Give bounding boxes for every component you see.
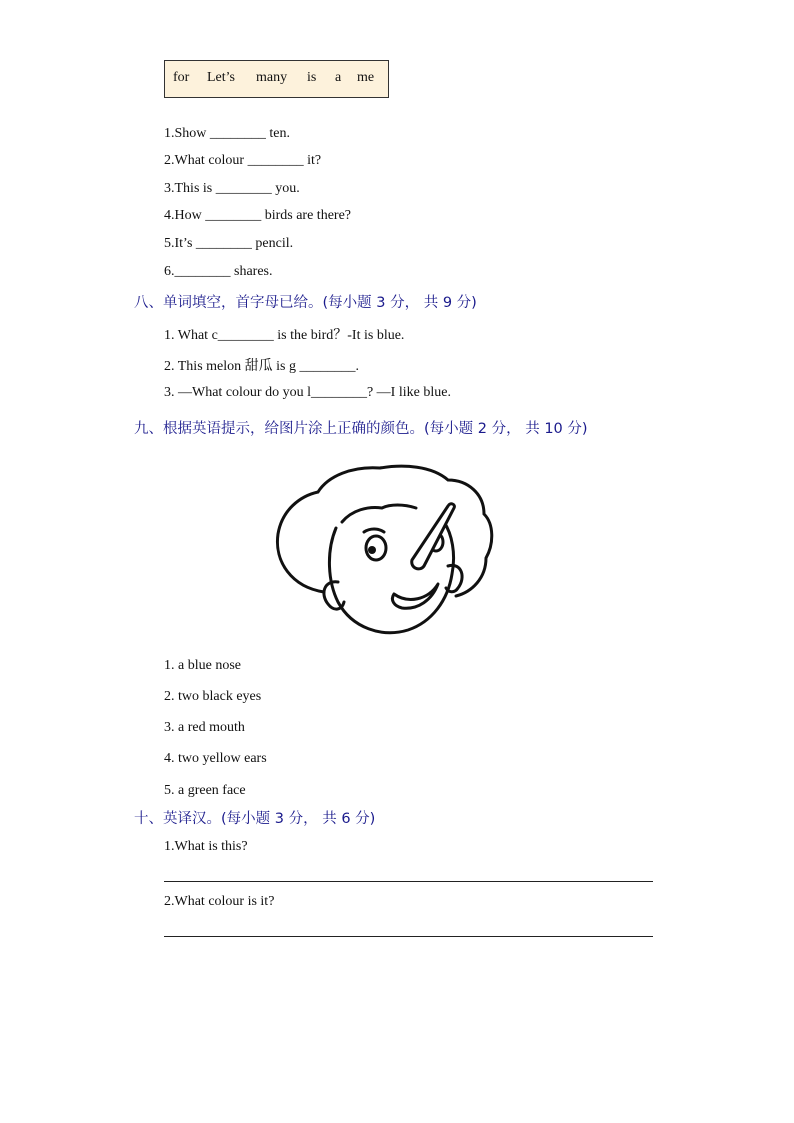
fill-blank-question: 1.Show ________ ten. <box>164 126 290 141</box>
color-instruction-item: 2. two black eyes <box>164 689 262 704</box>
section-10-heading: 十、英译汉。(每小题 3 分， 共 6 分) <box>134 811 376 827</box>
section-9-heading: 九、根据英语提示，给图片涂上正确的颜色。(每小题 2 分， 共 10 分) <box>134 421 588 437</box>
fill-blank-question: 6.________ shares. <box>164 264 273 279</box>
word-bank-item: a <box>335 70 342 85</box>
answer-line <box>164 936 653 937</box>
color-instruction-item: 1. a blue nose <box>164 658 241 673</box>
answer-line <box>164 881 653 882</box>
first-letter-question: 3. —What colour do you l________? —I like blue. <box>164 385 451 400</box>
section-8-heading: 八、单词填空，首字母已给。(每小题 3 分， 共 9 分) <box>134 295 477 311</box>
word-bank-item: me <box>357 70 375 85</box>
word-bank-item: Let’s <box>207 70 235 85</box>
color-instruction-item: 5. a green face <box>164 783 246 798</box>
word-bank-box <box>164 60 389 98</box>
word-bank-item: is <box>307 70 317 85</box>
word-bank-item: for <box>173 70 190 85</box>
word-bank-item: many <box>256 70 288 85</box>
first-letter-question: 2. This melon 甜瓜 is g ________. <box>164 359 359 374</box>
fill-blank-question: 3.This is ________ you. <box>164 181 300 196</box>
translation-question: 1.What is this? <box>164 839 248 854</box>
first-letter-question: 1. What c________ is the bird？-It is blue. <box>164 328 405 343</box>
color-instruction-item: 4. two yellow ears <box>164 751 267 766</box>
fill-blank-question: 4.How ________ birds are there? <box>164 208 352 223</box>
fill-blank-question: 5.It’s ________ pencil. <box>164 236 294 251</box>
fill-blank-question: 2.What colour ________ it? <box>164 153 322 168</box>
face-illustration <box>272 462 498 640</box>
color-instruction-item: 3. a red mouth <box>164 720 245 735</box>
translation-question: 2.What colour is it? <box>164 894 275 909</box>
